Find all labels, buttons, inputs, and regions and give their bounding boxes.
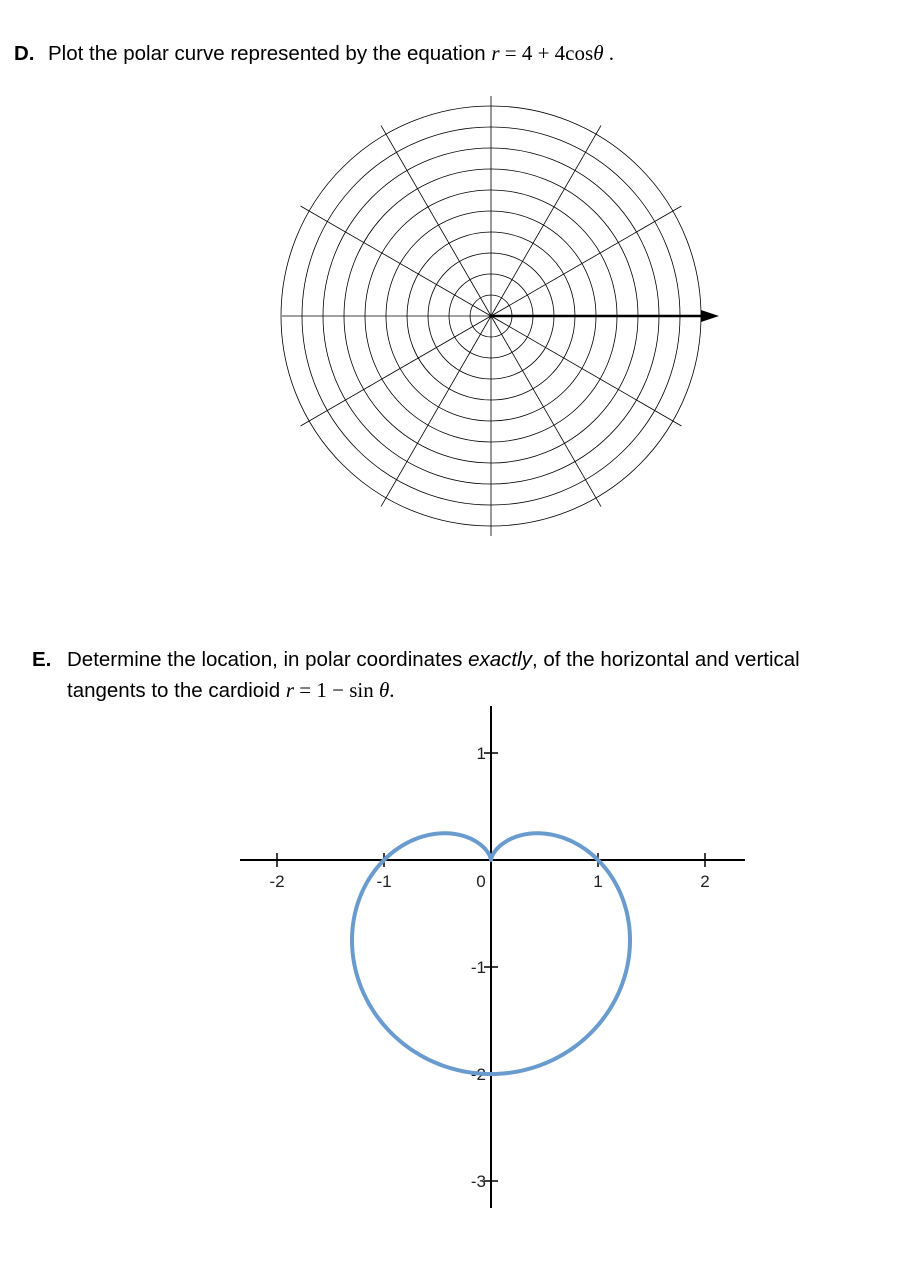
x-tick-label: 0 [476,872,486,891]
y-ticks [471,744,498,1191]
y-tick-label: 1 [476,744,486,763]
x-tick-label: -1 [376,872,392,891]
problem-d-text: Plot the polar curve represented by the equation [48,42,492,65]
x-tick-label: 1 [593,872,603,891]
eq-rest: = 4 + 4cos [499,41,594,65]
y-tick-label: -3 [470,1172,486,1191]
y-tick-label: -1 [470,958,486,977]
x-tick-label: 2 [700,872,710,891]
eq-rest: = 1 − sin [294,678,379,702]
y-tick-label: -2 [470,1065,486,1084]
problem-e-text-b: , of the horizontal and vertical [531,648,800,671]
problem-e-emphasis: exactly [468,648,532,671]
eq-theta: θ [593,41,604,65]
eq-end: . [389,678,395,702]
problem-e-text-a: Determine the location, in polar coordinates [67,648,469,671]
problem-e-text-c: tangents to the cardioid [67,679,286,702]
x-tick-label: -2 [269,872,285,891]
problem-e-letter: E. [32,648,52,671]
eq-r: r [491,41,500,65]
eq-theta: θ [378,678,390,702]
problem-d-letter: D. [14,42,35,65]
eq-end: . [603,41,615,65]
eq-r: r [285,678,295,702]
